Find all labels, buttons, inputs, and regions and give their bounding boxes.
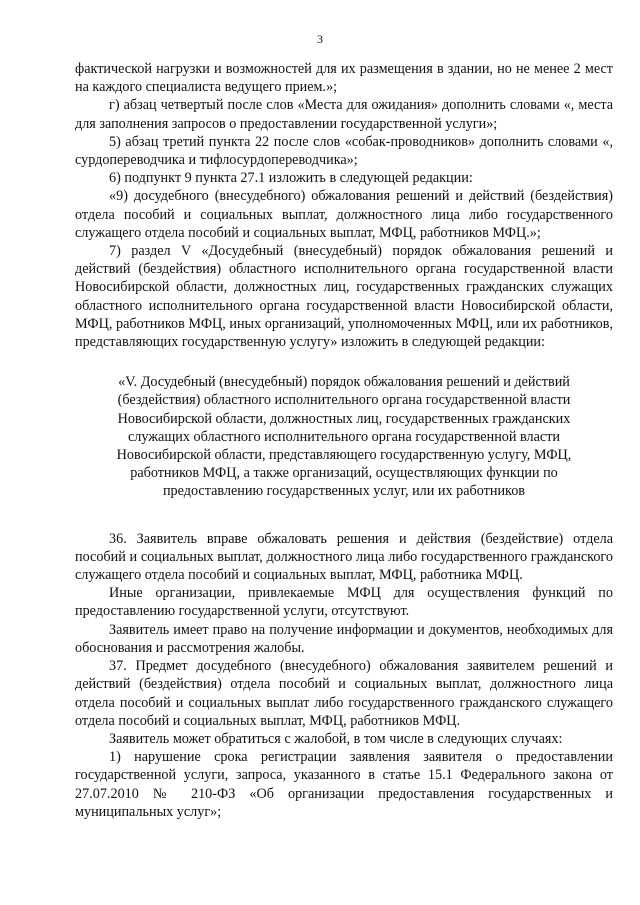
- paragraph-continuation: фактической нагрузки и возможностей для их размещения в здании, но не менее 2 мест на каждого специалиста ведущего прием.»;: [75, 61, 613, 96]
- paragraph-item-6: 6) подпункт 9 пункта 27.1 изложить в следующей редакции:: [109, 170, 473, 187]
- paragraph-other-orgs: Иные организации, привлекаемые МФЦ для осуществления функций по предоставлению государственной услуги, отсутствуют.: [75, 585, 613, 620]
- document-body: [75, 60, 613, 821]
- page-number: 3: [317, 32, 323, 46]
- paragraph-subitem-9: «9) досудебного (внесудебного) обжалования решений и действий (бездействия) отдела пособий и социальных выплат, должностного лица либо государственного служащего отдела пособий и социальных выплат, МФЦ, работников МФЦ.»;: [75, 188, 613, 241]
- paragraph-item-g: г) абзац четвертый после слов «Места для ожидания» дополнить словами «, места для заполнения запросов о предоставлении государственной услуги»;: [75, 97, 613, 132]
- paragraph-right-to-info: Заявитель имеет право на получение информации и документов, необходимых для обоснования и рассмотрения жалобы.: [75, 621, 613, 656]
- section-title: «V. Досудебный (внесудебный) порядок обжалования решений и действий (бездействия) областного исполнительного органа государственной власти Новосибирской области, должностных лиц, государственных гражданских служащих областного исполнительного органа государственной власти Новосибирской области, представляющего государственную услугу, МФЦ, работников МФЦ, а также организаций, осуществляющих функции по предоставлению государственных услуг, или их работников: [116, 374, 572, 500]
- paragraph-36: 36. Заявитель вправе обжаловать решения и действия (бездействие) отдела пособий и социальных выплат, должностного лица либо государственного гражданского служащего отдела пособий и социальных выплат, МФЦ, работника МФЦ.: [75, 530, 613, 584]
- paragraph-cases-intro: Заявитель может обратиться с жалобой, в том числе в следующих случаях:: [109, 730, 563, 747]
- paragraph-item-5: 5) абзац третий пункта 22 после слов «собак-проводников» дополнить словами «, сурдопереводчика и тифлосурдопереводчика»;: [75, 133, 613, 169]
- paragraph-case-1: 1) нарушение срока регистрации заявления заявителя о предоставлении государственной услуги, запроса, указанного в статье 15.1 Федерального закона от 27.07.2010 № 210-ФЗ «Об организации предоставления государственных и муниципальных услуг»;: [75, 749, 613, 820]
- paragraph-37: 37. Предмет досудебного (внесудебного) обжалования заявителем решений и действий (бездействия) отдела пособий и социальных выплат, должностного лица отдела пособий и социальных выплат либо государственного гражданского служащего отдела пособий и социальных выплат, МФЦ, работников МФЦ.: [75, 658, 613, 729]
- paragraph-item-7: 7) раздел V «Досудебный (внесудебный) порядок обжалования решений и действий (бездействия) областного исполнительного органа государственной власти Новосибирской области, должностных лиц, государственных гражданских служащих областного исполнительного органа государственной власти Новосибирской области, МФЦ, работников МФЦ, иных организаций, уполномоченных МФЦ, или их работников, представляющих государственную услугу» изложить в следующей редакции:: [75, 243, 613, 351]
